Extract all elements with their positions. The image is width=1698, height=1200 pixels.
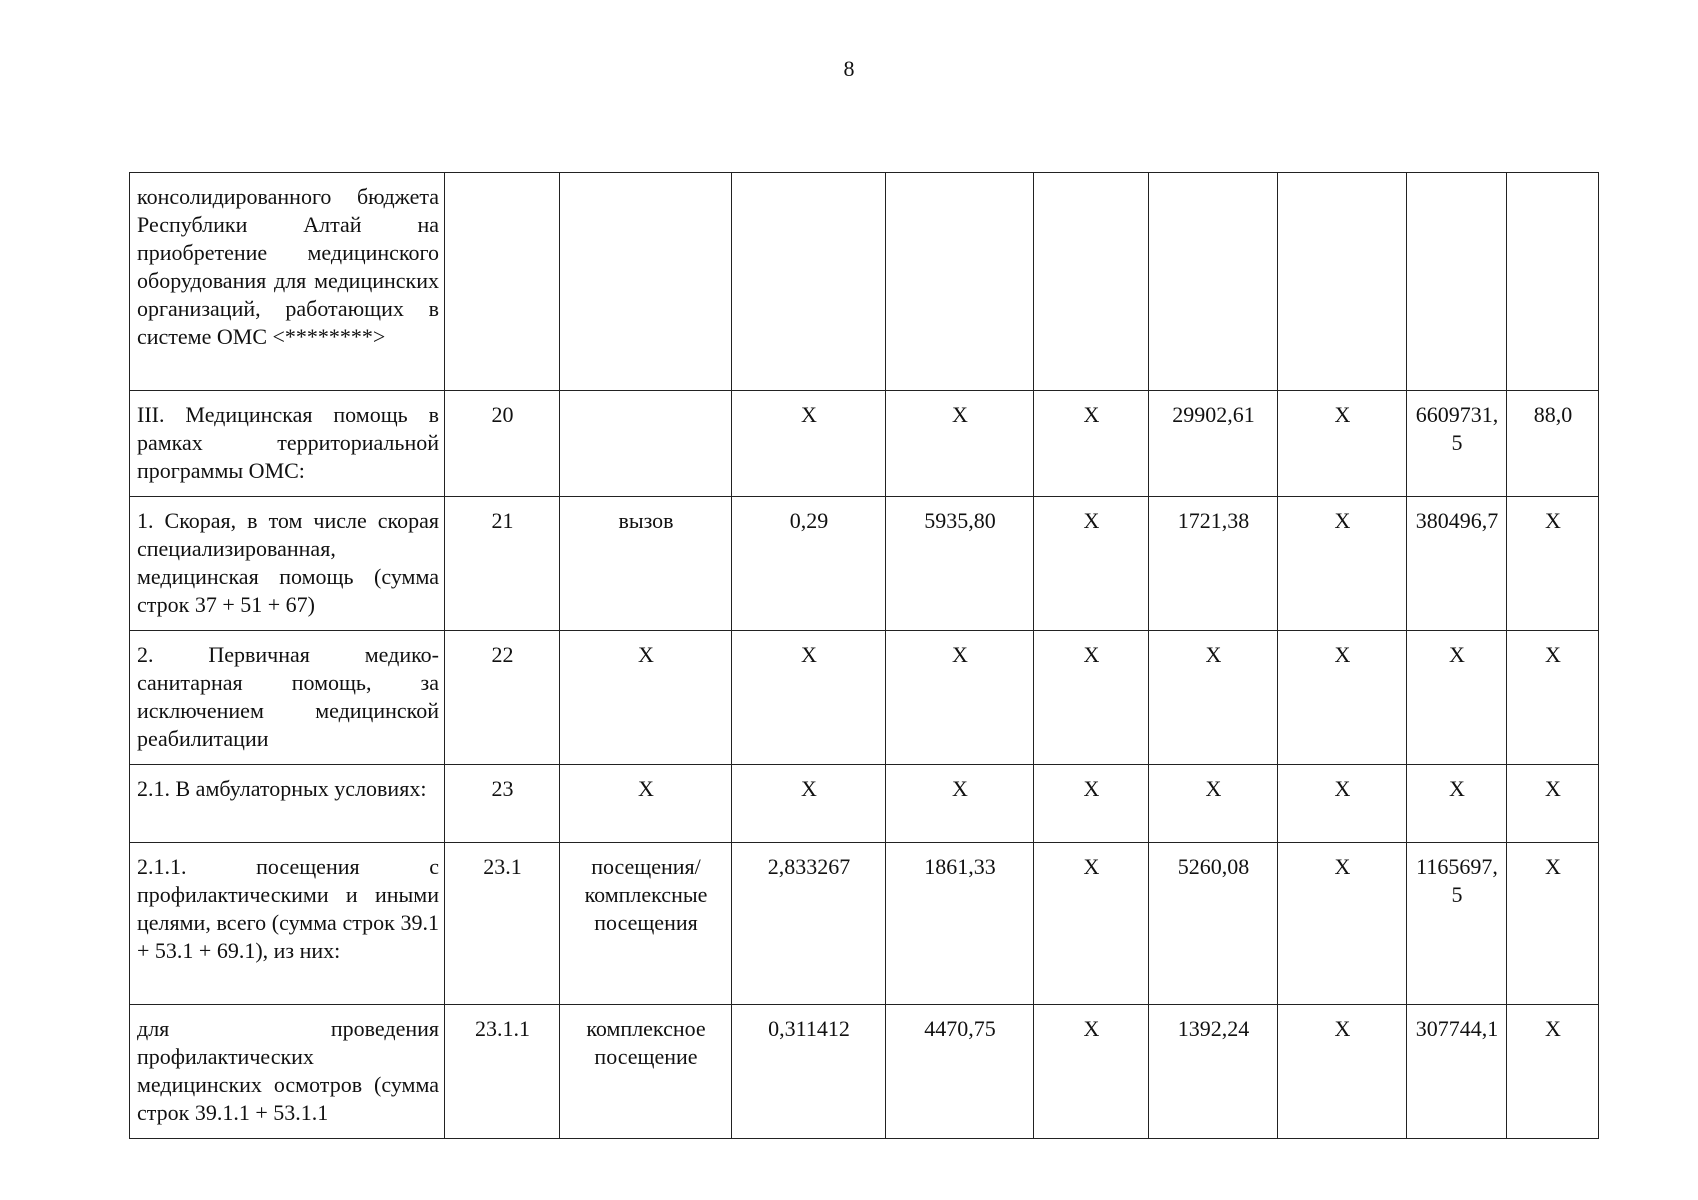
- cell-total-oms: 6609731,5: [1407, 391, 1507, 497]
- cell-total-budget: X: [1278, 765, 1407, 843]
- cell-unit: посещения/ комплексные посещения: [560, 843, 732, 1005]
- cell-line-number: 22: [445, 631, 560, 765]
- cell-name: 2.1.1. посещения с профилактическими и иными целями, всего (сумма строк 39.1 + 53.1 + 69.1), из них:: [130, 843, 445, 1005]
- table-body: [130, 173, 1599, 1139]
- cell-volume: 0,29: [732, 497, 886, 631]
- cell-percent: X: [1507, 631, 1599, 765]
- cell-name: для проведения профилактических медицинских осмотров (сумма строк 39.1.1 + 53.1.1: [130, 1005, 445, 1139]
- cell-volume: X: [732, 631, 886, 765]
- cell-per-capita-budget: [1034, 173, 1149, 391]
- cell-name: 2.1. В амбулаторных условиях:: [130, 765, 445, 843]
- cell-per-capita-oms: 1721,38: [1149, 497, 1278, 631]
- table-row: [130, 391, 1599, 497]
- cell-volume: [732, 173, 886, 391]
- cell-line-number: 23.1: [445, 843, 560, 1005]
- cell-name: 2. Первичная медико-санитарная помощь, за исключением медицинской реабилитации: [130, 631, 445, 765]
- cell-volume: 2,833267: [732, 843, 886, 1005]
- cell-total-budget: X: [1278, 631, 1407, 765]
- cell-total-oms: 1165697,5: [1407, 843, 1507, 1005]
- cell-line-number: 23.1.1: [445, 1005, 560, 1139]
- cell-line-number: [445, 173, 560, 391]
- cell-cost-per-unit: X: [886, 631, 1034, 765]
- cell-line-number: 23: [445, 765, 560, 843]
- cell-percent: X: [1507, 1005, 1599, 1139]
- cell-cost-per-unit: 5935,80: [886, 497, 1034, 631]
- cell-total-budget: X: [1278, 1005, 1407, 1139]
- cell-total-oms: 307744,1: [1407, 1005, 1507, 1139]
- cell-unit: [560, 173, 732, 391]
- cell-volume: 0,311412: [732, 1005, 886, 1139]
- cell-per-capita-budget: X: [1034, 765, 1149, 843]
- table-row: [130, 1005, 1599, 1139]
- cell-per-capita-budget: X: [1034, 497, 1149, 631]
- table-row: [130, 631, 1599, 765]
- program-cost-table: [129, 172, 1599, 1139]
- cell-percent: [1507, 173, 1599, 391]
- cell-cost-per-unit: 4470,75: [886, 1005, 1034, 1139]
- cell-line-number: 21: [445, 497, 560, 631]
- cell-cost-per-unit: [886, 173, 1034, 391]
- cell-volume: X: [732, 391, 886, 497]
- cell-per-capita-budget: X: [1034, 843, 1149, 1005]
- cell-percent: X: [1507, 765, 1599, 843]
- cell-per-capita-budget: X: [1034, 631, 1149, 765]
- cell-per-capita-oms: [1149, 173, 1278, 391]
- table-row: [130, 173, 1599, 391]
- cell-cost-per-unit: 1861,33: [886, 843, 1034, 1005]
- cell-line-number: 20: [445, 391, 560, 497]
- cell-unit: комплексное посещение: [560, 1005, 732, 1139]
- cell-per-capita-oms: X: [1149, 631, 1278, 765]
- cell-name: консолидированного бюджета Республики Алтай на приобретение медицинского оборудования для медицинских организаций, работающих в системе ОМС <********>: [130, 173, 445, 391]
- cell-per-capita-oms: X: [1149, 765, 1278, 843]
- cell-percent: X: [1507, 843, 1599, 1005]
- cell-unit: вызов: [560, 497, 732, 631]
- table-row: [130, 497, 1599, 631]
- cell-cost-per-unit: X: [886, 391, 1034, 497]
- cell-per-capita-oms: 29902,61: [1149, 391, 1278, 497]
- cell-name: 1. Скорая, в том числе скорая специализированная, медицинская помощь (сумма строк 37 + 51 + 67): [130, 497, 445, 631]
- cell-name: III. Медицинская помощь в рамках территориальной программы ОМС:: [130, 391, 445, 497]
- table-row: [130, 765, 1599, 843]
- cell-total-oms: 380496,7: [1407, 497, 1507, 631]
- cell-total-budget: X: [1278, 843, 1407, 1005]
- cell-total-budget: [1278, 173, 1407, 391]
- cell-cost-per-unit: X: [886, 765, 1034, 843]
- cell-per-capita-oms: 1392,24: [1149, 1005, 1278, 1139]
- cell-total-oms: [1407, 173, 1507, 391]
- cell-unit: [560, 391, 732, 497]
- cell-unit: X: [560, 631, 732, 765]
- cell-total-oms: X: [1407, 765, 1507, 843]
- cell-unit: X: [560, 765, 732, 843]
- cell-percent: X: [1507, 497, 1599, 631]
- table-row: [130, 843, 1599, 1005]
- cell-per-capita-budget: X: [1034, 391, 1149, 497]
- cell-volume: X: [732, 765, 886, 843]
- cell-per-capita-oms: 5260,08: [1149, 843, 1278, 1005]
- cell-per-capita-budget: X: [1034, 1005, 1149, 1139]
- page-number: 8: [843, 56, 855, 81]
- cell-percent: 88,0: [1507, 391, 1599, 497]
- cell-total-budget: X: [1278, 391, 1407, 497]
- cell-total-oms: X: [1407, 631, 1507, 765]
- cell-total-budget: X: [1278, 497, 1407, 631]
